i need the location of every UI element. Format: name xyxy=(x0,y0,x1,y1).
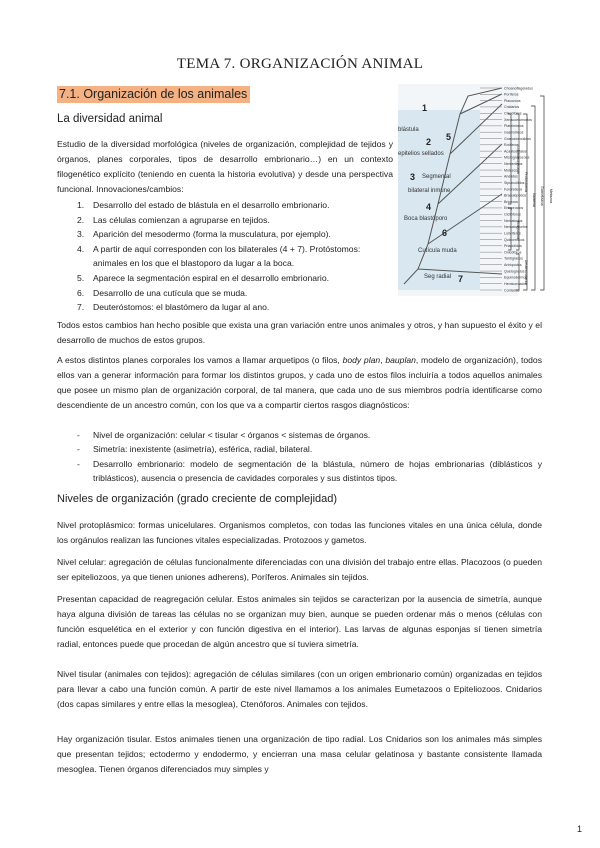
clade-lophotrochozoa: Lophotrochozoa xyxy=(516,146,520,174)
diagnostic-item xyxy=(57,442,542,456)
innovations-list xyxy=(57,198,397,315)
innovation-number: 3. xyxy=(77,229,85,240)
subheading-diversity: La diversidad animal xyxy=(57,113,163,125)
innovation-item xyxy=(57,300,397,315)
taxon-label: Onicóforos xyxy=(504,250,522,255)
diagnostic-text: Desarrollo embrionario: modelo de segmentación de la blástula, número de hojas embrionarias (diblásticos y triblásticos), ausencia o presencia de cavidades corporales y sus distintos tipos. xyxy=(93,458,542,484)
clade-ecdysozoa: Ecdysozoa xyxy=(516,220,520,240)
taxon-label: Nematomorfos xyxy=(504,225,528,230)
node-1: 1 xyxy=(422,103,428,113)
taxon-label: Moluscos xyxy=(504,168,520,173)
subheading-levels: Niveles de organización (grado creciente de complejidad) xyxy=(57,493,338,505)
innovation-text: Desarrollo de una cutícula que se muda. xyxy=(93,287,248,298)
taxon-label: Nemertinos xyxy=(504,162,523,167)
diagnostic-item xyxy=(57,457,542,486)
node-5: 5 xyxy=(446,132,452,142)
paragraph-variation: Todos estos cambios han hecho posible que exista una gran variación entre unos animales y otros, y han supuesto el éxito y el desarrollo de muchos de estos grupos. xyxy=(57,320,542,345)
term-bauplan: bauplan xyxy=(385,355,416,365)
taxon-label: Entoproctos xyxy=(504,206,524,211)
clade-deuterostomia: Deuterostomia xyxy=(524,259,528,285)
paragraph-protoplasmic: Nivel protoplásmico: formas unicelulares. Organismos completos, con todas las funciones vitales en una única célula, donde los orgánulos realizan las funciones vitales especializadas. Protozoos y gametos. xyxy=(57,520,542,545)
page-title: TEMA 7. ORGANIZACIÓN ANIMAL xyxy=(176,56,424,72)
bullet-dash: - xyxy=(77,444,80,455)
taxon-label: Quinorrincos xyxy=(504,237,525,242)
taxon-label: Quetognatos xyxy=(504,269,525,274)
innovation-item xyxy=(57,213,397,228)
taxon-label: Micrognatozoos xyxy=(504,155,530,160)
diagnostic-text: Nivel de organización: celular < tisular < órganos < sistemas de órganos. xyxy=(93,430,371,440)
node-6: 6 xyxy=(442,228,448,238)
taxon-label: Loricíferos xyxy=(504,231,521,236)
term-separator: , xyxy=(380,355,386,365)
phylogeny-svg xyxy=(398,84,560,296)
archetypes-text-b: , modelo de organización), todos ellos van a generar información para formar los distintos grupos, y cada uno de estos filos incluiría a todos aquellos animales que posee un mismo plan de organización corporal, de tal manera, que cada uno de sus miembros podría identificarse como descendiente de un ancestro común, con los que va a compartir ciertos rasgos diagnósticos: xyxy=(57,355,543,410)
taxon-label: Poríferos xyxy=(504,92,519,97)
node-7: 7 xyxy=(458,274,464,284)
taxon-label: Tardígrados xyxy=(504,256,523,261)
label-blastula: blástula xyxy=(398,127,419,133)
paragraph-cellular: Nivel celular: agregación de células funcionalmente diferenciadas con una división del trabajo entre ellas. Placozoos (o pueden ser epiteliozoos, ya que tienen uniones adherens), Poríferos. Animales sin tejidos. xyxy=(57,557,542,582)
taxon-label: Acantocéfalos xyxy=(504,149,527,154)
innovation-text: Aparición del mesodermo (forma la musculatura, por ejemplo). xyxy=(93,229,331,240)
innovation-text: Aparece la segmentación espiral en el desarrollo embrionario. xyxy=(93,272,329,283)
label-cuticle: Cutícula muda xyxy=(418,248,457,254)
innovation-text: A partir de aquí corresponden con los bilaterales (4 + 7). Protóstomos: animales en los que el blastoporo da lugar a la boca. xyxy=(93,243,361,269)
taxon-label: Choanoflagelados xyxy=(504,86,533,91)
taxon-label: Priapúlidos xyxy=(504,244,522,249)
taxon-label: Ctenóforos xyxy=(504,111,522,116)
innovation-text: Desarrollo del estado de blástula en el desarrollo embrionario. xyxy=(93,200,330,210)
diagnostic-item xyxy=(57,428,542,442)
section-heading: 7.1. Organización de los animales xyxy=(57,86,250,103)
phylogeny-figure xyxy=(398,84,560,296)
paragraph-reaggregation: Presentan capacidad de reagregación celular. Estos animales sin tejidos se caracterizan por la ausencia de simetría, aunque haya alguna división de tareas las células no se organizan muy bien, aunque se pueden ordenar más o menos (células con función esquelética en el exterior y con función digestiva en el interior). Las larvas de algunas esponjas sí tienen simetría radial, entonces puede que procedan de algún ancestro que sí tuviera simetría. xyxy=(57,594,542,649)
taxon-label: Ciclióforos xyxy=(504,212,521,217)
innovation-number: 7. xyxy=(77,302,85,313)
label-anus: Seg radial xyxy=(424,274,452,280)
taxon-label: Equinodermos xyxy=(504,275,528,280)
innovation-item xyxy=(57,286,397,301)
paragraph-tissue: Nivel tisular (animales con tejidos): agregación de células similares (con un origen embrionario común) organizadas en tejidos para llevar a cabo una función común. A partir de este nivel llamamos a los animales Eumetazoos o Epiteliozoos. Cnidarios (dos capas similares y entre ellas la mesoglea), Ctenóforos. Animales con tejidos. xyxy=(57,669,542,709)
page-number: 1 xyxy=(576,824,582,834)
taxon-label: Sipuncúlidos xyxy=(504,180,525,185)
clade-eumetazoa: Eumetazoa xyxy=(540,186,544,206)
taxon-label: Gastrotricos xyxy=(504,130,524,135)
clade-bilateria: Bilateria xyxy=(532,193,536,207)
taxon-label: Artrópodos xyxy=(504,263,522,268)
node-2: 2 xyxy=(426,137,432,147)
clade-metazoa: Metazoa xyxy=(549,188,553,204)
taxon-label: Foronídeos xyxy=(504,187,523,192)
archetypes-text-a: A estos distintos planes corporales los vamos a llamar arquetipos (o filos, xyxy=(57,355,343,365)
bullet-dash: - xyxy=(77,458,80,469)
paragraph-archetypes xyxy=(57,353,542,413)
intro-paragraph: Estudio de la diversidad morfológica (niveles de organización, complejidad de tejidos y órganos, planes corporales, tipos de desarrollo embrionario…) en un contexto filogenético explícito (teniendo en cuenta la historia evolutiva) y desde una perspectiva funcional. Innovaciones/cambios: xyxy=(57,139,393,194)
taxon-label: Platelmintos xyxy=(504,124,524,129)
label-bilateral: bilateral inmune xyxy=(408,188,451,194)
taxon-label: Placozoos xyxy=(504,98,521,103)
clade-protostomia: Protostomia xyxy=(524,171,528,193)
taxon-label: Gnatostomúlidos xyxy=(504,136,531,141)
taxon-label: Anélidos xyxy=(504,174,518,179)
node-4: 4 xyxy=(426,202,432,212)
innovation-number: 1. xyxy=(77,200,85,210)
label-mouth-blastopore: Boca blastóporo xyxy=(404,216,448,222)
node-3: 3 xyxy=(410,172,416,182)
taxon-label: Nematodos xyxy=(504,218,523,223)
taxon-label: Cordados xyxy=(504,288,520,293)
innovation-item xyxy=(57,271,397,286)
taxon-label: Briozoos xyxy=(504,199,518,204)
taxon-label: Rotíferos xyxy=(504,143,519,148)
taxon-label: Braquiópodos xyxy=(504,193,527,198)
taxon-label: Cnidarios xyxy=(504,105,520,110)
innovation-text: Las células comienzan a agruparse en tejidos. xyxy=(93,214,270,225)
bullet-dash: - xyxy=(77,430,80,440)
term-body-plan: body plan xyxy=(342,355,381,365)
taxon-label: Hemicordados xyxy=(504,281,528,286)
taxon-label: Xenacoelomorfos xyxy=(504,117,532,122)
label-epithelia: epitelios sellados xyxy=(398,151,444,157)
innovation-number: 6. xyxy=(77,287,85,298)
innovation-text: Deuteróstomos: el blastómero da lugar al ano. xyxy=(93,302,270,313)
paragraph-radial: Hay organización tisular. Estos animales tienen una organización de tipo radial. Los Cnidarios son los animales más simples que presentan tejidos; ectodermo y endodermo, y encierran una masa celular gelatinosa y bastante consistente llamada mesoglea. Tienen órganos diferenciados muy simples y xyxy=(57,734,542,774)
innovation-item xyxy=(57,227,397,242)
diagnostic-text: Simetría: inexistente (asimetría), esférica, radial, bilateral. xyxy=(93,444,313,455)
innovation-number: 5. xyxy=(77,272,85,283)
innovation-item xyxy=(57,242,397,271)
innovation-number: 2. xyxy=(77,214,85,225)
innovation-item xyxy=(57,198,397,213)
label-segmental: Segmental xyxy=(422,174,451,180)
innovation-number: 4. xyxy=(77,243,85,254)
diagnostic-traits-list xyxy=(57,428,542,486)
